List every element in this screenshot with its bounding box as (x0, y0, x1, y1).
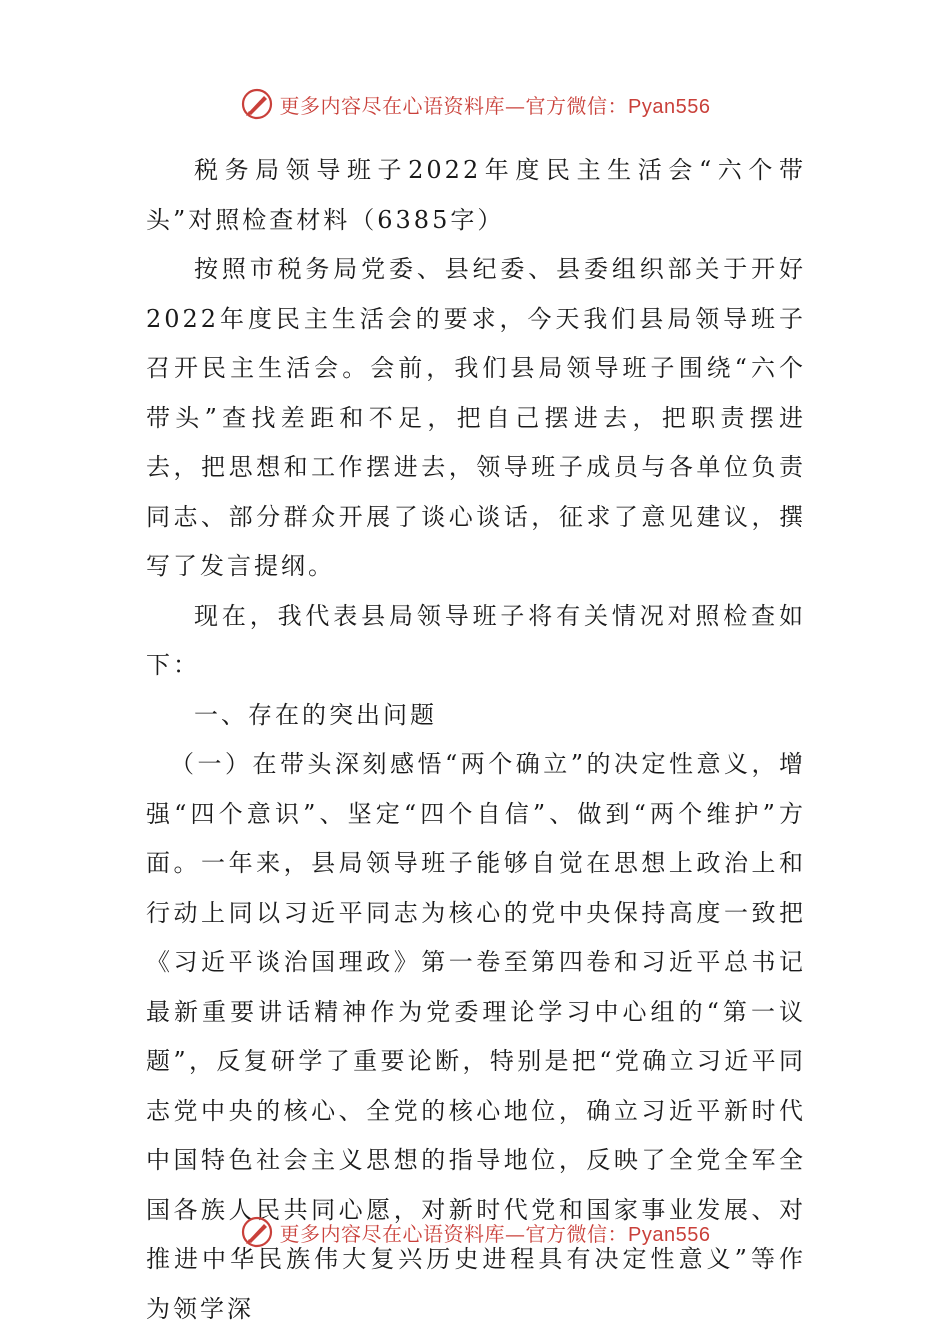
watermark-site-text: 更多内容尽在心语资料库 (279, 1221, 506, 1246)
watermark-contact-label: 官方微信： (525, 93, 629, 118)
pen-circle-logo-icon (240, 87, 274, 121)
watermark-banner-top (0, 84, 950, 124)
subsection-paragraph: （一）在带头深刻感悟“两个确立”的决定性意义，增强“四个意识”、坚定“四个自信”、做到“两个维护”方面。一年来，县局领导班子能够自觉在思想上政治上和行动上同以习近平同志为核心的党中央保持高度一致把《习近平谈治国理政》第一卷至第四卷和习近平总书记最新重要讲话精神作为党委理论学习中心组的“第一议题”，反复研学了重要论断，特别是把“党确立习近平同志党中央的核心、全党的核心地位，确立习近平新时代中国特色社会主义思想的指导地位，反映了全党全军全国各族人民共同心愿，对新时代党和国家事业发展、对推进中华民族伟大复兴历史进程具有决定性意义”等作为领学深 (146, 750, 806, 1323)
watermark-site-text: 更多内容尽在心语资料库 (279, 93, 506, 118)
watermark-text (280, 1218, 711, 1247)
body-paragraph: 现在，我代表县局领导班子将有关情况对照检查如下： (146, 601, 806, 679)
watermark-separator: — (505, 93, 526, 118)
watermark-contact-label: 官方微信： (525, 1221, 629, 1246)
watermark-separator: — (505, 1221, 526, 1246)
watermark-contact-id: Pyan556 (628, 1223, 711, 1246)
watermark-contact-id: Pyan556 (628, 95, 711, 118)
pen-circle-logo-icon (240, 1215, 274, 1249)
document-title: 税务局领导班子2022年度民主生活会“六个带头”对照检查材料（6385字） (146, 156, 806, 234)
document-body (146, 146, 806, 1334)
section-heading: 一、存在的突出问题 (194, 700, 437, 729)
body-paragraph: 按照市税务局党委、县纪委、县委组织部关于开好2022年度民主生活会的要求，今天我们县局领导班子召开民主生活会。会前，我们县局领导班子围绕“六个带头”查找差距和不足，把自己摆进去，把职责摆进去，把思想和工作摆进去，领导班子成员与各单位负责同志、部分群众开展了谈心谈话，征求了意见建议，撰写了发言提纲。 (146, 255, 806, 580)
watermark-text (280, 90, 711, 119)
watermark-banner-bottom (0, 1212, 950, 1252)
